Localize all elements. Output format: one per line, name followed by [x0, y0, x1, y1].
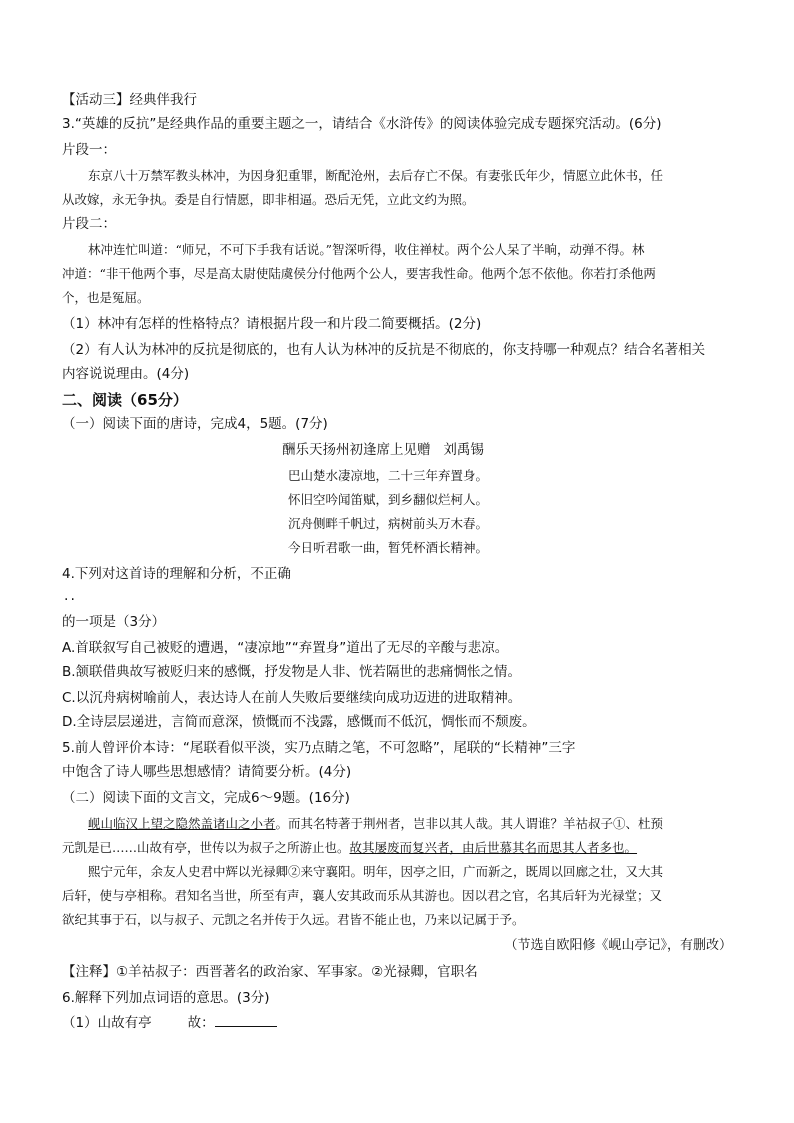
question-6-item: （1）山故有亭 故：	[62, 1012, 277, 1033]
question-5: 5.前人曾评价本诗：“尾联看似平淡，实乃点睛之笔，不可忽略”，尾联的“长精神”三字	[62, 740, 576, 756]
option-a: A.首联叙写自己被贬的遭遇，“凄凉地”“弃置身”道出了无尽的辛酸与悲凉。	[62, 640, 509, 656]
question-4: 4.下列对这首诗的理解和分析，不正确	[62, 566, 291, 582]
poem-line: 今日听君歌一曲，暂凭杯酒长精神。	[288, 540, 489, 555]
fragment2-label: 片段二：	[62, 216, 116, 232]
subquestion-1: （1）林冲有怎样的性格特点？请根据片段一和片段二简要概括。(2分)	[62, 316, 482, 332]
question-5: 中饱含了诗人哪些思想感情？请简要分析。(4分)	[62, 764, 352, 780]
section2-heading: 二、阅读（65分）	[62, 391, 188, 409]
option-c: C.以沉舟病树喻前人，表达诗人在前人失败后要继续向成功迈进的进取精神。	[62, 690, 522, 706]
classical-text-line: 后轩，使与亭相称。君知名当世，所至有声，襄人安其政而乐从其游也。因以君之官，名其后轩为光禄堂；又	[62, 888, 663, 903]
fragment2-line: 林冲连忙叫道：“师兄，不可下手我有话说。”智深听得，收住禅杖。两个公人呆了半晌，动弹不得。林	[88, 242, 645, 257]
part2-instruction: （二）阅读下面的文言文，完成6～9题。(16分)	[62, 790, 350, 806]
question-3: 3.“英雄的反抗”是经典作品的重要主题之一，请结合《水浒传》的阅读体验完成专题探究活动。(6分)	[62, 116, 662, 132]
poem-line: 沉舟侧畔千帆过，病树前头万木春。	[288, 516, 489, 531]
emphasis-dots: ··	[64, 592, 77, 608]
fragment1-line: 东京八十万禁军教头林冲，为因身犯重罪，断配沧州，去后存亡不保。有妻张氏年少，情愿立此休书，任	[88, 168, 664, 183]
poem-author: 刘禹锡	[443, 442, 484, 458]
fragment1-label: 片段一：	[62, 142, 116, 158]
classical-text-line: 岘山临汉上望之隐然盖诸山之小者。而其名特著于荆州者，岂非以其人哉。其人谓谁？羊祜叔子①、杜预	[88, 816, 664, 831]
fragment1-line: 从改嫁，永无争执。委是自行情愿，即非相逼。恐后无凭，立此文约为照。	[62, 192, 475, 207]
fragment2-line: 个，也是冤屈。	[62, 290, 150, 305]
subquestion-2: （2）有人认为林冲的反抗是彻底的，也有人认为林冲的反抗是不彻底的，你支持哪一种观点？结合名著相关	[62, 342, 706, 358]
option-b: B.颔联借典故写被贬归来的感慨，抒发物是人非、恍若隔世的悲痛惆怅之情。	[62, 664, 522, 680]
question-6: 6.解释下列加点词语的意思。(3分)	[62, 990, 270, 1006]
underlined-sentence: 岘山临汉上望之隐然盖诸山之小者	[88, 816, 276, 831]
answer-blank[interactable]	[215, 1012, 277, 1027]
poem-line: 巴山楚水凄凉地，二十三年弃置身。	[288, 468, 489, 483]
poem-title: 酬乐天扬州初逢席上见赠	[282, 442, 431, 458]
classical-text-line: 熙宁元年，余友人史君中辉以光禄卿②来守襄阳。明年，因亭之旧，广而新之，既周以回廊之壮，又大其	[88, 864, 664, 879]
option-d: D.全诗层层递进，言简而意深，愤慨而不浅露，感慨而不低沉，惆怅而不颓废。	[62, 714, 536, 730]
subquestion-2: 内容说说理由。(4分)	[62, 366, 190, 382]
poem-line: 怀旧空吟闻笛赋，到乡翻似烂柯人。	[288, 492, 489, 507]
fragment2-line: 冲道：“非干他两个事，尽是高太尉使陆虞侯分付他两个公人，要害我性命。他两个怎不依他。你若打杀他两	[62, 266, 656, 281]
classical-text-line: 元凯是已……山故有亭，世传以为叔子之所游止也。故其屡废而复兴者，由后世慕其名而思其人者多也。	[62, 840, 638, 855]
poem-title-line	[282, 440, 484, 460]
part1-instruction: （一）阅读下面的唐诗，完成4，5题。(7分)	[62, 416, 328, 432]
classical-text-line: 欲纪其事于石，以与叔子、元凯之名并传于久远。君皆不能止也，乃来以记属于予。	[62, 912, 525, 927]
question-4: 的一项是（3分）	[62, 614, 166, 630]
source-note: （节选自欧阳修《岘山亭记》，有删改）	[504, 938, 732, 953]
activity3-heading: 【活动三】经典伴我行	[62, 92, 197, 108]
underlined-sentence: 故其屡废而复兴者，由后世慕其名而思其人者多也。	[349, 840, 638, 855]
annotation: 【注释】①羊祜叔子：西晋著名的政治家、军事家。②光禄卿，官职名	[62, 964, 478, 980]
